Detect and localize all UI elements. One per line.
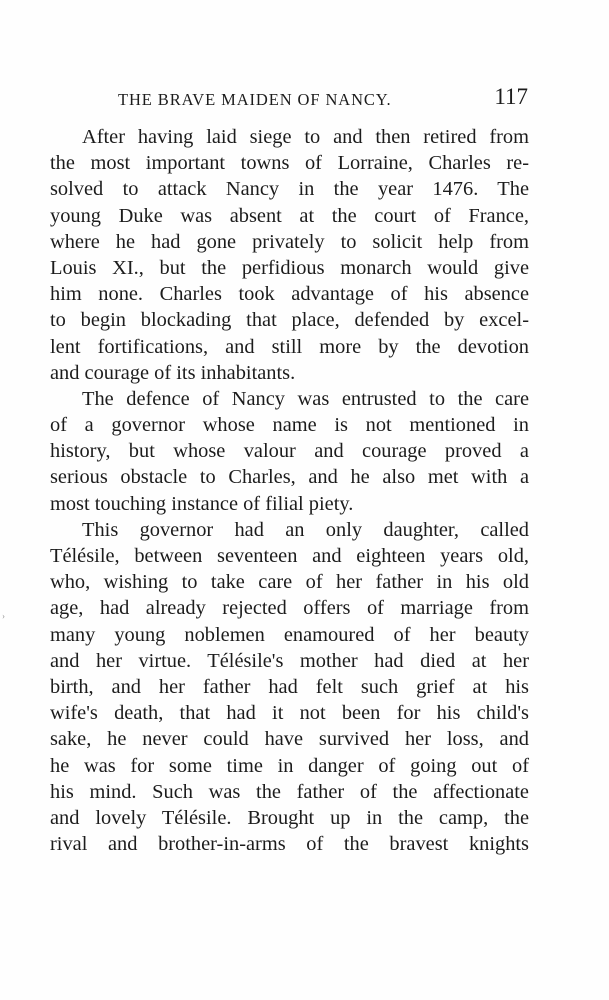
text-line: and her virtue. Télésile's mother had died at her: [50, 649, 529, 672]
text-line: history, but whose valour and courage proved a: [50, 440, 529, 463]
page-number: 117: [494, 84, 528, 109]
text-line: Télésile, between seventeen and eighteen years old,: [50, 545, 529, 567]
text-line: who, wishing to take care of her father in his old: [50, 571, 529, 594]
text-line: and lovely Télésile. Brought up in the camp, the: [50, 806, 529, 829]
text-line: and courage of its inhabitants.: [50, 361, 296, 384]
text-line: serious obstacle to Charles, and he also met with a: [50, 466, 529, 489]
text-line: most touching instance of filial piety.: [50, 492, 354, 515]
text-line: age, had already rejected offers of marriage from: [50, 597, 529, 620]
text-line: he was for some time in danger of going out of: [50, 754, 529, 777]
text-line: the most important towns of Lorraine, Charles re-: [50, 152, 529, 175]
running-title: THE BRAVE MAIDEN OF NANCY.: [118, 90, 392, 109]
text-line: many young noblemen enamoured of her beauty: [50, 623, 529, 646]
text-line: birth, and her father had felt such grief at his: [50, 675, 529, 698]
margin-mark: ›: [2, 611, 5, 621]
text-line: young Duke was absent at the court of France,: [50, 204, 529, 227]
text-line: This governor had an only daughter, called: [82, 518, 529, 541]
text-line: rival and brother-in-arms of the bravest knights: [50, 833, 529, 856]
text-line: to begin blockading that place, defended by excel-: [50, 309, 529, 332]
text-line: lent fortifications, and still more by the devotion: [50, 335, 529, 358]
text-line: his mind. Such was the father of the affectionate: [50, 780, 529, 803]
text-line: where he had gone privately to solicit help from: [50, 230, 529, 253]
text-line: wife's death, that had it not been for his child's: [50, 702, 529, 725]
text-line: Louis XI., but the perfidious monarch would give: [50, 256, 529, 279]
text-line: The defence of Nancy was entrusted to the care: [82, 387, 529, 410]
text-line: sake, he never could have survived her loss, and: [50, 728, 529, 751]
running-head: [118, 86, 528, 112]
text-line: solved to attack Nancy in the year 1476. The: [50, 178, 529, 201]
body-text: [50, 124, 529, 857]
text-line: him none. Charles took advantage of his absence: [50, 283, 529, 306]
text-line: of a governor whose name is not mentioned in: [50, 414, 529, 437]
text-line: After having laid siege to and then retired from: [82, 126, 529, 148]
